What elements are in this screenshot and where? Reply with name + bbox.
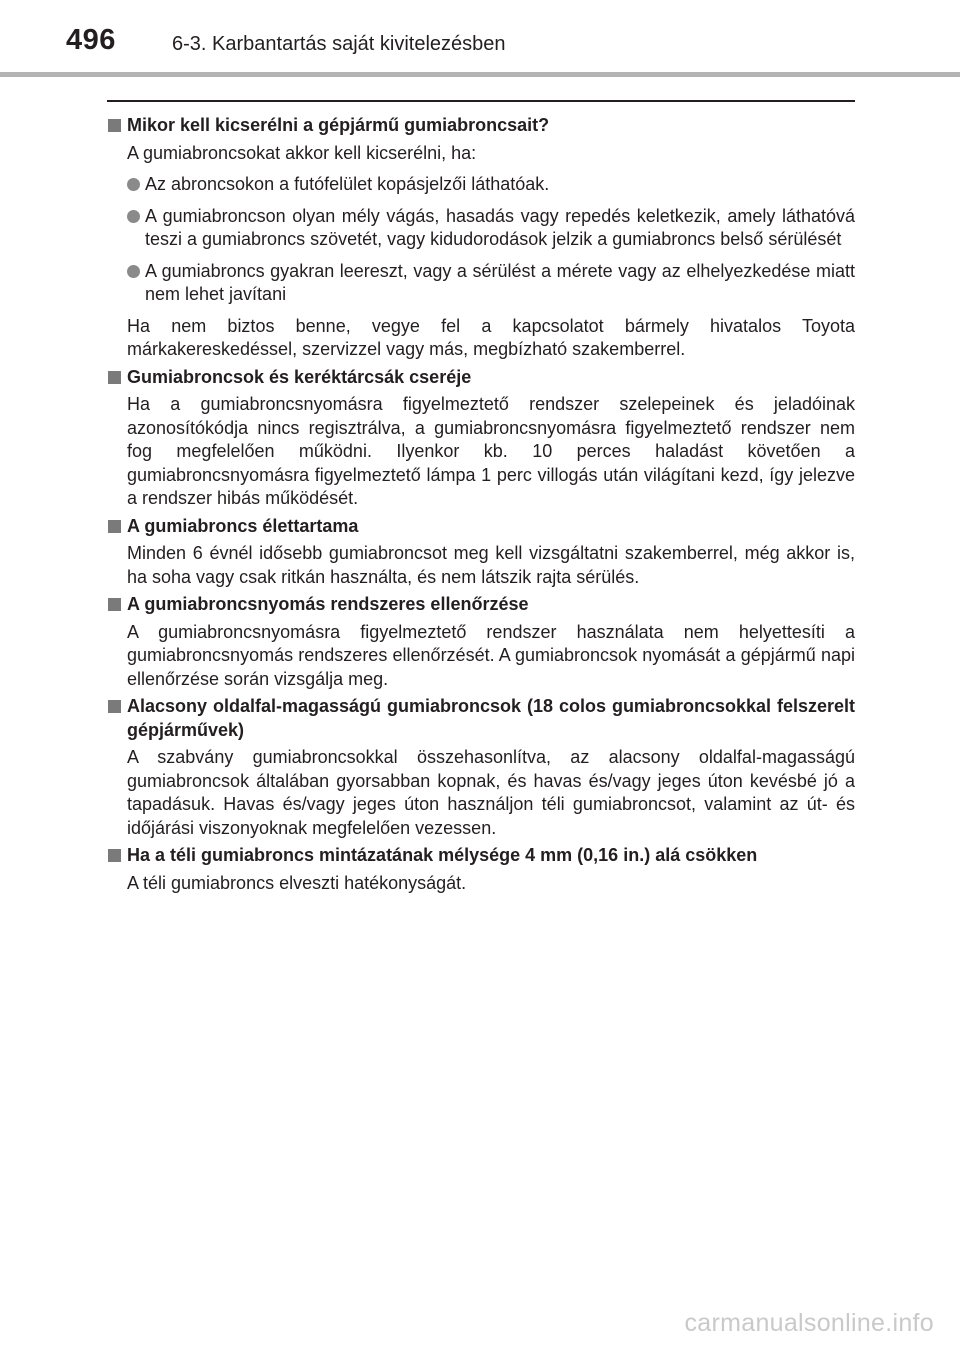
list-item xyxy=(107,173,855,197)
heading-text: Mikor kell kicserélni a gépjármű gumiabroncsait? xyxy=(127,115,550,135)
content-top-rule xyxy=(107,100,855,102)
page-content xyxy=(107,110,855,895)
paragraph: Ha a gumiabroncsnyomásra figyelmeztető rendszer szelepeinek és jeladóinak azonosítókódja nincs regisztrálva, a gumiabroncsnyomásra figyelmeztető rendszer nem fog megfelelően működni. Ilyenkor kb. 10 perces haladást követően a gumiabroncsnyomásra figyelmeztető lámpa 1 perc villogás után világítani kezd, így jelezve a rendszer hibás működését. xyxy=(127,394,855,508)
heading-text: A gumiabroncsnyomás rendszeres ellenőrzése xyxy=(127,594,529,614)
paragraph: A gumiabroncsokat akkor kell kicserélni, ha: xyxy=(127,142,477,163)
list-item-text: A gumiabroncs gyakran leereszt, vagy a sérülést a mérete vagy az elhelyezkedése miatt nem lehet javítani xyxy=(145,260,855,304)
heading-text: Ha a téli gumiabroncs mintázatának mélysége 4 mm (0,16 in.) alá csökken xyxy=(127,845,758,865)
square-bullet-icon xyxy=(108,598,121,611)
section-heading-tire-wheel-replacement xyxy=(107,366,855,390)
circle-bullet-icon xyxy=(127,210,140,223)
list-item-text: A gumiabroncson olyan mély vágás, hasadás vagy repedés keletkezik, amely láthatóvá teszi a gumiabroncs szövetét, vagy kidudorodások jelzik a gumiabroncs belső sérülését xyxy=(145,205,855,249)
header-divider xyxy=(0,72,960,77)
paragraph: A szabvány gumiabroncsokkal összehasonlítva, az alacsony oldalfal-magasságú gumiabroncsok általában gyorsabban kopnak, és havas és/vagy jeges úton kevésbé jó a tapadásuk. Havas és/vagy jeges úton használjon téli gumiabroncsot, valamint az út- és időjárási viszonyoknak megfelelően vezessen. xyxy=(127,747,855,838)
section-heading-winter-tire-depth xyxy=(107,844,855,868)
heading-text: Alacsony oldalfal-magasságú gumiabroncsok (18 colos gumiabroncsokkal felszerelt gépjárművek) xyxy=(127,696,855,740)
section-heading-tire-lifespan xyxy=(107,515,855,539)
list-item-text: Az abroncsokon a futófelület kopásjelzői láthatóak. xyxy=(145,174,550,194)
paragraph: A gumiabroncsnyomásra figyelmeztető rendszer használata nem helyettesíti a gumiabroncsnyomás rendszeres ellenőrzését. A gumiabroncsok nyomását a gépjármű napi ellenőrzése során vizsgálja meg. xyxy=(127,621,855,689)
section-heading-low-profile-tires xyxy=(107,695,855,742)
list-item xyxy=(107,205,855,252)
square-bullet-icon xyxy=(108,371,121,384)
section-heading-pressure-check xyxy=(107,593,855,617)
section-heading-replacement-timing xyxy=(107,114,855,138)
page-header xyxy=(0,0,960,80)
heading-text: Gumiabroncsok és keréktárcsák cseréje xyxy=(127,366,472,387)
square-bullet-icon xyxy=(108,520,121,533)
square-bullet-icon xyxy=(108,849,121,862)
paragraph: A téli gumiabroncs elveszti hatékonyságát. xyxy=(127,872,467,893)
circle-bullet-icon xyxy=(127,265,140,278)
paragraph: Ha nem biztos benne, vegye fel a kapcsolatot bármely hivatalos Toyota márkakereskedéssel, szervizzel vagy más, megbízható szakemberrel. xyxy=(127,315,855,359)
paragraph: Minden 6 évnél idősebb gumiabroncsot meg kell vizsgáltatni szakemberrel, még akkor is, ha soha vagy csak ritkán használta, és nem látszik rajta sérülés. xyxy=(127,543,855,587)
watermark: carmanualsonline.info xyxy=(684,1309,934,1337)
page-number: 496 xyxy=(66,24,116,56)
list-item xyxy=(107,260,855,307)
circle-bullet-icon xyxy=(127,178,140,191)
heading-text: A gumiabroncs élettartama xyxy=(127,515,359,536)
square-bullet-icon xyxy=(108,700,121,713)
square-bullet-icon xyxy=(108,119,121,132)
section-title: 6-3. Karbantartás saját kivitelezésben xyxy=(172,33,506,55)
